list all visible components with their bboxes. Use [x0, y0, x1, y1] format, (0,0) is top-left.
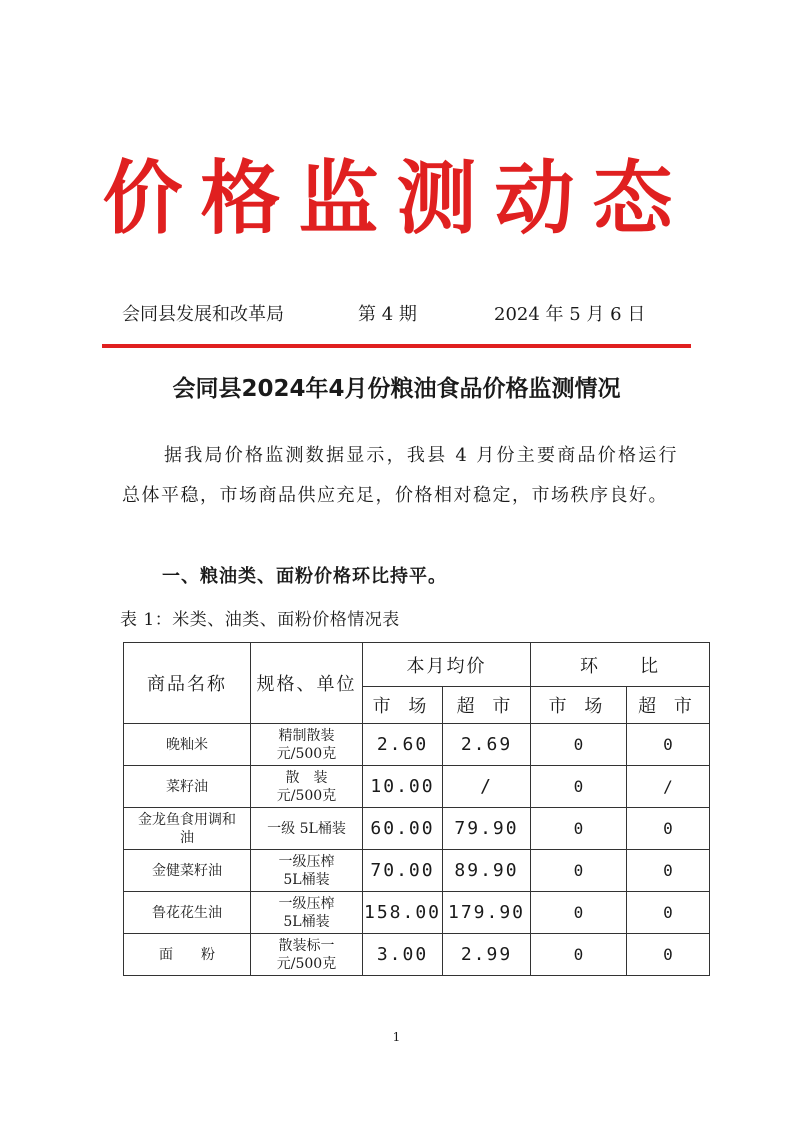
- row-market-price: 2.60: [363, 724, 443, 766]
- table-row: [124, 892, 710, 934]
- table-row: [124, 766, 710, 808]
- row-spec: 一级 5L桶装: [251, 808, 363, 850]
- row-mom-super: 0: [627, 850, 710, 892]
- table-row: [124, 808, 710, 850]
- row-market-price: 3.00: [363, 934, 443, 976]
- row-spec: 精制散装 元/500克: [251, 724, 363, 766]
- row-spec: 散 装 元/500克: [251, 766, 363, 808]
- row-name: 面 粉: [124, 934, 251, 976]
- table-row: [124, 724, 710, 766]
- document-title: 会同县2024年4月份粮油食品价格监测情况: [172, 376, 621, 402]
- section-heading-1: 一、粮油类、面粉价格环比持平。: [162, 566, 447, 587]
- row-name: 菜籽油: [124, 766, 251, 808]
- header-spec: 规格、单位: [251, 643, 363, 724]
- row-mom-super: /: [627, 766, 710, 808]
- row-spec: 一级压榨 5L桶装: [251, 892, 363, 934]
- row-super-price: /: [443, 766, 531, 808]
- page-number: 1: [392, 1030, 401, 1044]
- header-avg: 本月均价: [363, 643, 531, 687]
- header-market: 市 场: [363, 687, 443, 724]
- issue-number: 第 4 期: [358, 304, 417, 325]
- row-name: 金健菜籽油: [124, 850, 251, 892]
- row-mom-market: 0: [531, 850, 627, 892]
- header-mom: 环 比: [531, 643, 710, 687]
- row-mom-super: 0: [627, 808, 710, 850]
- row-mom-super: 0: [627, 892, 710, 934]
- row-mom-super: 0: [627, 724, 710, 766]
- red-divider: [102, 344, 691, 348]
- row-mom-super: 0: [627, 934, 710, 976]
- row-mom-market: 0: [531, 934, 627, 976]
- row-market-price: 60.00: [363, 808, 443, 850]
- header-mom-supermarket: 超 市: [627, 687, 710, 724]
- header-name: 商品名称: [124, 643, 251, 724]
- issue-date: 2024 年 5 月 6 日: [494, 304, 646, 325]
- row-mom-market: 0: [531, 808, 627, 850]
- row-name: 金龙鱼食用调和油: [124, 808, 251, 850]
- row-super-price: 89.90: [443, 850, 531, 892]
- row-super-price: 2.99: [443, 934, 531, 976]
- row-name: 晚籼米: [124, 724, 251, 766]
- row-spec: 散装标一 元/500克: [251, 934, 363, 976]
- masthead-title: 价格监测动态: [102, 151, 691, 245]
- row-market-price: 158.00: [363, 892, 443, 934]
- table-row: [124, 850, 710, 892]
- header-supermarket: 超 市: [443, 687, 531, 724]
- row-mom-market: 0: [531, 766, 627, 808]
- row-mom-market: 0: [531, 724, 627, 766]
- row-spec: 一级压榨 5L桶装: [251, 850, 363, 892]
- row-super-price: 79.90: [443, 808, 531, 850]
- row-market-price: 70.00: [363, 850, 443, 892]
- intro-paragraph: 据我局价格监测数据显示，我县 4 月份主要商品价格运行总体平稳，市场商品供应充足，价格相对稳定，市场秩序良好。: [122, 445, 678, 506]
- row-super-price: 179.90: [443, 892, 531, 934]
- table-row: [124, 934, 710, 976]
- row-name: 鲁花花生油: [124, 892, 251, 934]
- row-market-price: 10.00: [363, 766, 443, 808]
- price-table: [123, 642, 710, 976]
- row-super-price: 2.69: [443, 724, 531, 766]
- table-caption: 表 1：米类、油类、面粉价格情况表: [120, 610, 400, 630]
- header-mom-market: 市 场: [531, 687, 627, 724]
- row-mom-market: 0: [531, 892, 627, 934]
- issuer: 会同县发展和改革局: [122, 304, 284, 325]
